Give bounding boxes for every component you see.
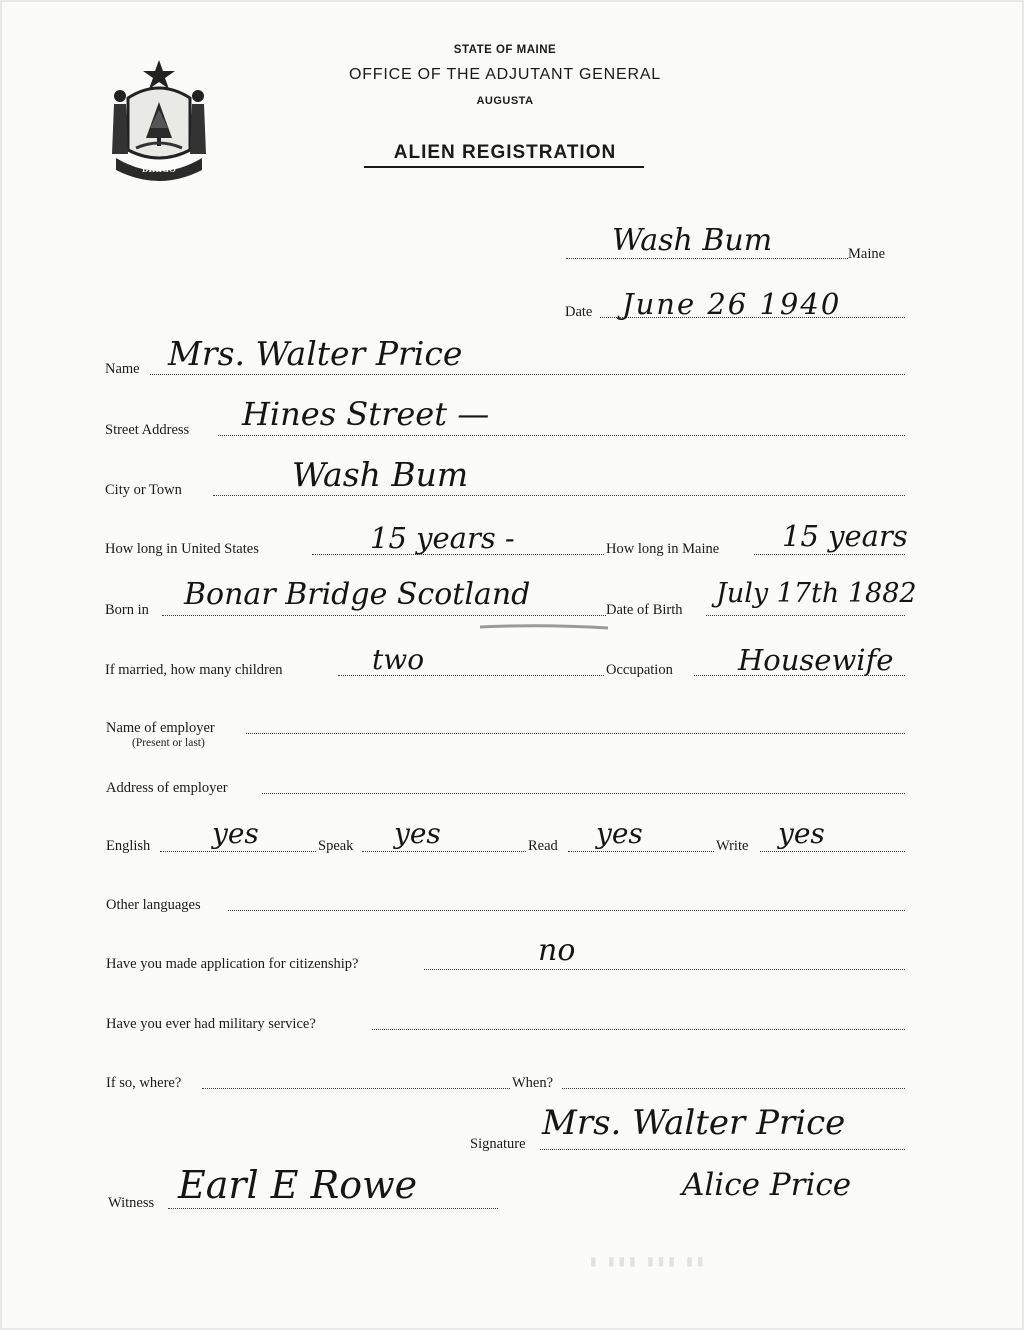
military-label: Have you ever had military service?	[106, 1016, 316, 1032]
us-years-label: How long in United States	[105, 541, 259, 557]
signature-line	[540, 1149, 905, 1150]
svg-text:DIRIGO: DIRIGO	[141, 164, 177, 174]
employer-sublabel: (Present or last)	[132, 737, 205, 749]
city-line	[213, 495, 905, 496]
when-label: When?	[512, 1075, 554, 1091]
citizenship-label: Have you made application for citizenship?	[106, 956, 359, 972]
speak-label: Speak	[318, 838, 354, 854]
street-line	[218, 435, 905, 436]
town-line	[566, 258, 848, 259]
street-label: Street Address	[105, 422, 190, 438]
us-years-value: 15 years -	[370, 521, 515, 555]
witness-value: Earl E Rowe	[178, 1163, 418, 1207]
when-line	[562, 1088, 905, 1089]
signature-label: Signature	[470, 1136, 526, 1152]
dob-label: Date of Birth	[606, 602, 683, 618]
children-value: two	[372, 643, 425, 676]
born-in-label: Born in	[105, 602, 149, 618]
write-value: yes	[778, 817, 825, 850]
witness-label: Witness	[108, 1195, 155, 1211]
write-label: Write	[716, 838, 749, 854]
second-signature: Alice Price	[682, 1167, 852, 1203]
name-value: Mrs. Walter Price	[168, 334, 463, 373]
read-line	[568, 851, 714, 852]
speak-line	[362, 851, 526, 852]
english-label: English	[106, 838, 151, 854]
city-label: City or Town	[105, 482, 182, 498]
other-languages-label: Other languages	[106, 897, 201, 913]
dob-line	[706, 615, 905, 616]
english-value: yes	[212, 817, 259, 850]
military-line	[372, 1029, 905, 1030]
state-suffix-label: Maine	[848, 246, 886, 262]
born-in-line	[162, 615, 606, 616]
employer-label: Name of employer	[106, 720, 215, 736]
born-in-value: Bonar Bridge Scotland	[184, 577, 531, 612]
read-value: yes	[596, 817, 643, 850]
signature-value: Mrs. Walter Price	[542, 1103, 846, 1143]
city-value: Wash Bum	[292, 455, 469, 494]
office-heading: OFFICE OF THE ADJUTANT GENERAL	[348, 66, 662, 83]
date-value: June 26 1940	[622, 287, 842, 321]
maine-years-label: How long in Maine	[606, 541, 720, 557]
faint-stamp-mark: ▮ ▮▮▮ ▮▮▮ ▮▮	[590, 1254, 708, 1268]
read-label: Read	[528, 838, 558, 854]
maine-years-value: 15 years	[782, 519, 908, 553]
write-line	[760, 851, 905, 852]
street-value: Hines Street —	[242, 395, 490, 433]
dob-value: July 17th 1882	[716, 578, 917, 609]
city-heading: AUGUSTA	[476, 95, 534, 107]
form-title: ALIEN REGISTRATION	[393, 142, 617, 163]
employer-address-line	[262, 793, 905, 794]
name-line	[150, 374, 905, 375]
date-label: Date	[565, 304, 593, 320]
other-languages-line	[228, 910, 905, 911]
state-heading: STATE OF MAINE	[453, 44, 557, 56]
town-value: Wash Bum	[612, 223, 773, 258]
where-line	[202, 1088, 510, 1089]
speak-value: yes	[394, 817, 441, 850]
employer-address-label: Address of employer	[106, 780, 228, 796]
witness-line	[168, 1208, 498, 1209]
citizenship-line	[424, 969, 905, 970]
maine-years-line	[754, 554, 905, 555]
name-label: Name	[105, 361, 140, 377]
where-label: If so, where?	[106, 1075, 182, 1091]
pencil-underline-icon	[478, 624, 610, 630]
title-underline	[364, 166, 644, 168]
english-line	[160, 851, 316, 852]
citizenship-value: no	[538, 933, 576, 968]
employer-line	[246, 733, 905, 734]
children-label: If married, how many children	[105, 662, 283, 678]
occupation-value: Housewife	[738, 643, 894, 677]
occupation-label: Occupation	[606, 662, 673, 678]
